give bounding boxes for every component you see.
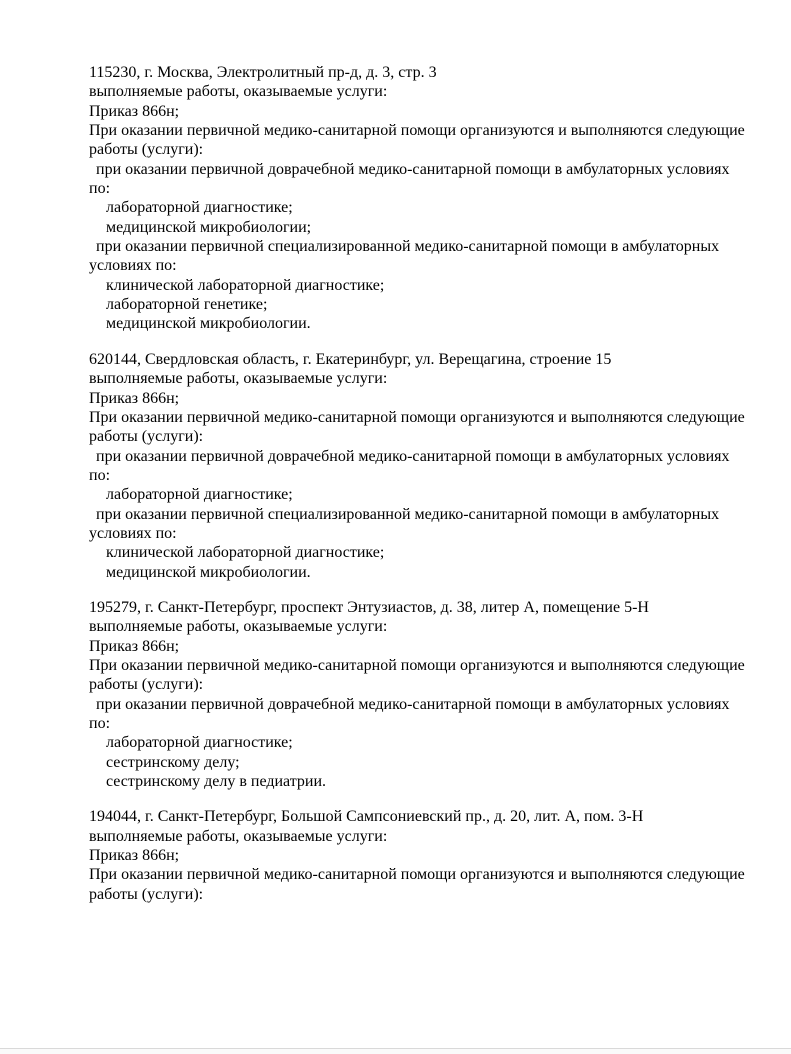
service-item-line: клинической лабораторной диагностике; — [106, 276, 385, 294]
service-item-line: лабораторной диагностике; — [106, 199, 293, 217]
address-line: 115230, г. Москва, Электролитный пр-д, д. 3, стр. 3 — [89, 64, 437, 81]
location-spb-sampsonievsky — [89, 807, 759, 904]
text-line: при оказании первичной доврачебной медико-санитарной помощи в амбулаторных условиях — [96, 447, 730, 465]
text-line: при оказании первичной доврачебной медико-санитарной помощи в амбулаторных условиях — [96, 695, 730, 713]
text-line: Приказ 866н; — [89, 102, 180, 120]
text-line: выполняемые работы, оказываемые услуги: — [89, 618, 388, 636]
address-line: 195279, г. Санкт-Петербург, проспект Энтузиастов, д. 38, литер А, помещение 5-Н — [89, 598, 649, 616]
text-line: по: — [89, 466, 111, 484]
text-line: работы (услуги): — [89, 428, 204, 446]
text-line: при оказании первичной специализированной медико-санитарной помощи в амбулаторных — [96, 238, 720, 256]
text-line: по: — [89, 715, 111, 732]
service-item-line: медицинской микробиологии. — [106, 563, 311, 581]
service-item-line: лабораторной генетике; — [106, 296, 268, 314]
text-line: При оказании первичной медико-санитарной помощи организуются и выполняются следующие — [89, 408, 745, 426]
location-spb-entuziastov — [89, 598, 759, 791]
text-line: Приказ 866н; — [89, 637, 180, 655]
address-line: 194044, г. Санкт-Петербург, Большой Сампсониевский пр., д. 20, лит. А, пом. 3-Н — [89, 808, 644, 826]
service-item-line: медицинской микробиологии. — [106, 315, 311, 333]
service-item-line: лабораторной диагностике; — [106, 734, 293, 752]
text-line: Приказ 866н; — [89, 389, 180, 407]
address-line: 620144, Свердловская область, г. Екатеринбург, ул. Верещагина, строение 15 — [89, 350, 612, 368]
service-item-line: сестринскому делу в педиатрии. — [106, 773, 327, 791]
license-document — [89, 63, 759, 904]
text-line: работы (услуги): — [89, 141, 204, 159]
text-line: условиях по: — [89, 257, 177, 275]
horizontal-scrollbar-track[interactable] — [0, 1048, 791, 1054]
service-item-line: лабораторной диагностике; — [106, 486, 293, 504]
location-ekaterinburg — [89, 350, 759, 582]
text-line: работы (услуги): — [89, 885, 204, 903]
location-moscow — [89, 63, 759, 334]
text-line: по: — [89, 180, 111, 198]
text-line: при оказании первичной доврачебной медико-санитарной помощи в амбулаторных условиях — [96, 160, 730, 178]
text-line: Приказ 866н; — [89, 847, 180, 865]
text-line: работы (услуги): — [89, 676, 204, 694]
service-item-line: клинической лабораторной диагностике; — [106, 544, 385, 562]
text-line: выполняемые работы, оказываемые услуги: — [89, 83, 388, 101]
text-line: При оказании первичной медико-санитарной помощи организуются и выполняются следующие — [89, 656, 745, 674]
text-line: При оказании первичной медико-санитарной помощи организуются и выполняются следующие — [89, 866, 745, 884]
service-item-line: сестринскому делу; — [106, 753, 240, 771]
service-item-line: медицинской микробиологии; — [106, 218, 312, 236]
text-line: условиях по: — [89, 524, 177, 542]
text-line: при оказании первичной специализированной медико-санитарной помощи в амбулаторных — [96, 505, 720, 523]
text-line: выполняемые работы, оказываемые услуги: — [89, 827, 388, 845]
text-line: выполняемые работы, оказываемые услуги: — [89, 370, 388, 388]
text-line: При оказании первичной медико-санитарной помощи организуются и выполняются следующие — [89, 122, 745, 140]
